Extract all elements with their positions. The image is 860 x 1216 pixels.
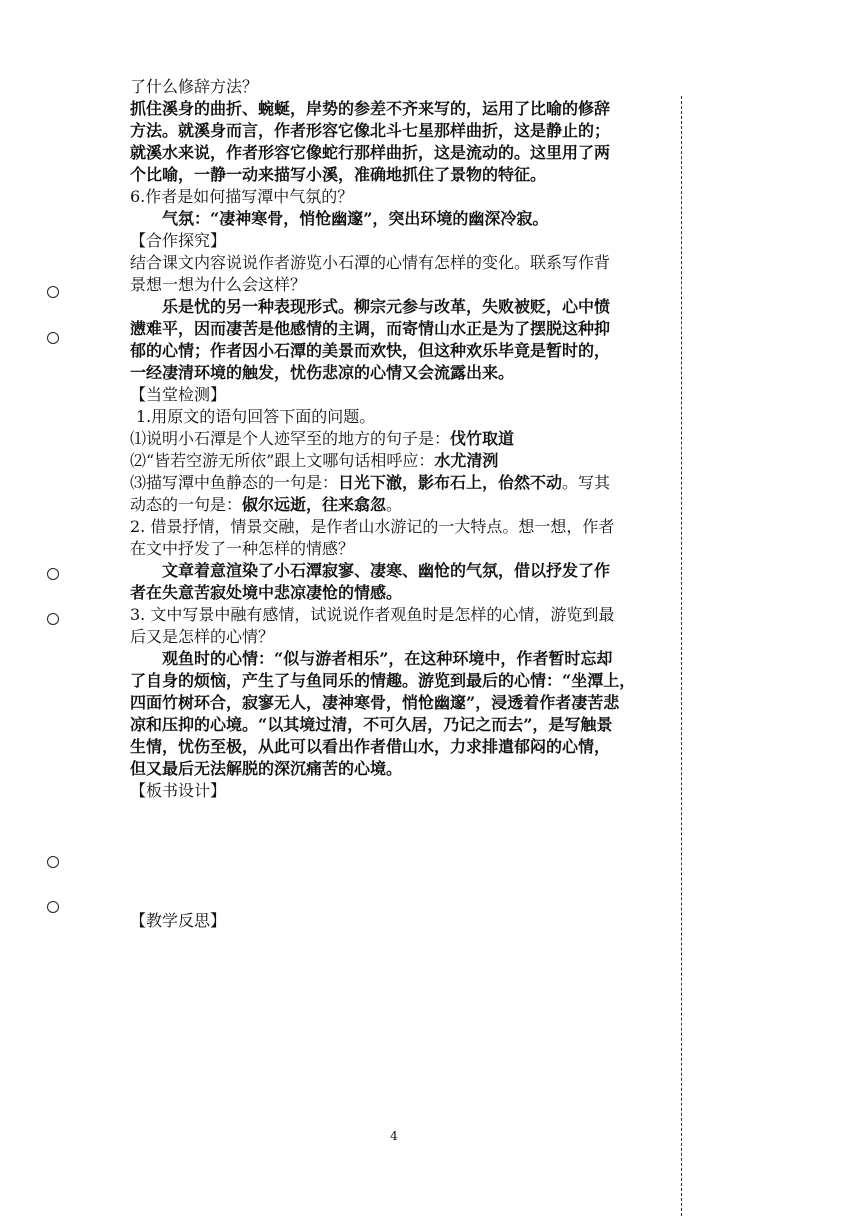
text-line [130,296,660,318]
line-text: 四面竹树环合，寂寥无人，凄神寒骨，悄怆幽邃”，浸透着作者凄苦悲 [130,693,620,712]
line-text: 了什么修辞方法？ [130,77,259,96]
text-line [130,692,660,714]
line-text: 方法。就溪身而言，作者形容它像北斗七星那样曲折，这是静止的； [130,121,611,140]
text-line [130,670,660,692]
answer-text: 伐竹取道 [450,429,515,448]
text-line [130,604,660,626]
text-line [130,120,660,142]
line-text: 就溪水来说，作者形容它像蛇行那样曲折，这是流动的。这里用了两 [130,143,611,162]
text-line [130,362,660,384]
text-line [130,142,660,164]
blackboard-design-space [130,802,660,910]
document-body [130,76,660,932]
line-text: 2. 借景抒情，情景交融，是作者山水游记的一大特点。想一想，作者 [130,517,615,536]
text-line [130,186,660,208]
line-text: 气氛：“凄神寒骨，悄怆幽邃”，突出环境的幽深冷寂。 [162,209,549,228]
line-text: 个比喻，一静一动来描写小溪，准确地抓住了景物的特征。 [130,165,547,184]
text-line [130,494,660,516]
text-lines [130,76,660,802]
text-line [130,736,660,758]
line-text: 凉和压抑的心境。“以其境过清，不可久居，乃记之而去”，是写触景 [130,715,613,734]
answer-text: 水尤清洌 [434,451,499,470]
page-number: 4 [390,1129,398,1143]
text-line [130,538,660,560]
text-line [130,582,660,604]
text-line [130,208,660,230]
binding-hole-icon [47,856,59,868]
line-text: 动态的一句是： [130,495,243,514]
text-line [130,450,660,472]
line-text: 郁的心情；作者因小石潭的美景而欢快，但这种欢乐毕竟是暂时的， [130,341,611,360]
line-text: 后又是怎样的心情？ [130,627,275,646]
line-text: 【当堂检测】 [130,385,227,404]
text-line [130,758,660,780]
text-line [130,230,660,252]
line-text: 3. 文中写景中融有感情，试说说作者观鱼时是怎样的心情，游览到最 [130,605,615,624]
text-line [130,428,660,450]
binding-hole-icon [47,332,59,344]
line-text: 在文中抒发了一种怎样的情感？ [130,539,355,558]
line-text: 者在失意苦寂处境中悲凉凄怆的情感。 [130,583,403,602]
text-line [130,318,660,340]
text-line [130,472,660,494]
binding-dashed-line [681,96,682,1216]
text-line [130,340,660,362]
line-text: 文章着意渲染了小石潭寂寥、凄寒、幽怆的气氛，借以抒发了作 [162,561,611,580]
line-text: 生情，忧伤至极，从此可以看出作者借山水，力求排遣郁闷的心情， [130,737,611,756]
line-text: 观鱼时的心情：“似与游者相乐”，在这种环境中，作者暂时忘却 [162,649,613,668]
line-text: 乐是忧的另一种表现形式。柳宗元参与改革，失败被贬，心中愤 [162,297,611,316]
line-text: 景想一想为什么会这样？ [130,275,307,294]
text-line [130,406,660,428]
text-line [130,164,660,186]
text-line [130,560,660,582]
line-text: 但又最后无法解脱的深沉痛苦的心境。 [130,759,403,778]
line-text: 【合作探究】 [130,231,227,250]
line-text: 结合课文内容说说作者游览小石潭的心情有怎样的变化。联系写作背 [130,253,611,272]
line-text: ⑵“皆若空游无所依”跟上文哪句话相呼应： [130,451,435,470]
answer-text: 日光下澈，影布石上，佁然不动 [338,473,563,492]
text-line [130,384,660,406]
binding-hole-icon [47,568,59,580]
binding-hole-icon [47,901,59,913]
line-text: 抓住溪身的曲折、蜿蜒，岸势的参差不齐来写的，运用了比喻的修辞 [130,99,611,118]
text-line [130,648,660,670]
line-text: ⑶描写潭中鱼静态的一句是： [130,473,339,492]
binding-hole-icon [47,286,59,298]
teaching-reflection-heading: 【教学反思】 [130,911,227,930]
line-text: 懑难平，因而凄苦是他感情的主调，而寄情山水正是为了摆脱这种抑 [130,319,611,338]
binding-hole-icon [47,613,59,625]
text-line [130,252,660,274]
line-text: ⑴说明小石潭是个人迹罕至的地方的句子是： [130,429,451,448]
text-line [130,626,660,648]
line-text: 一经凄清环境的触发，忧伤悲凉的心情又会流露出来。 [130,363,515,382]
text-line [130,714,660,736]
line-tail-text: 。写其 [562,473,611,492]
line-text: 【板书设计】 [130,781,227,800]
text-line [130,516,660,538]
text-line [130,780,660,802]
text-line [130,98,660,120]
line-text: 1.用原文的语句回答下面的问题。 [136,407,376,426]
text-line [130,76,660,98]
line-tail-text: 。 [386,495,403,514]
text-line [130,274,660,296]
line-text: 了自身的烦恼，产生了与鱼同乐的情趣。游览到最后的心情：“坐潭上， [130,671,636,690]
line-text: 6.作者是如何描写潭中气氛的？ [130,187,354,206]
answer-text: 俶尔远逝，往来翕忽 [242,495,387,514]
